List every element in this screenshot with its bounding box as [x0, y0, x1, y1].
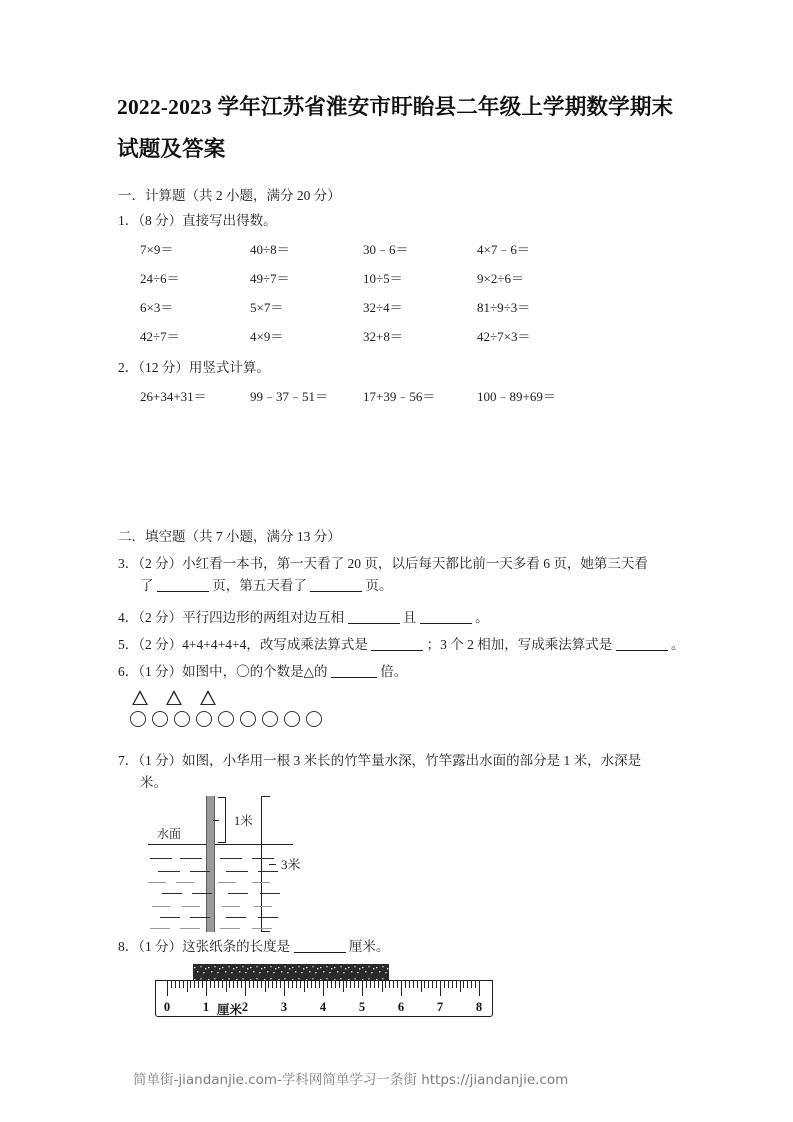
- ruler-number: 1: [202, 1000, 210, 1014]
- q6-text-b: 倍。: [380, 664, 408, 679]
- above-water-bracket: [218, 797, 226, 843]
- paper-strip: [193, 964, 389, 980]
- ruler-tick: [323, 981, 324, 996]
- q1-expr-r3c4: 81÷9÷3＝: [477, 300, 531, 315]
- ruler-tick: [428, 981, 429, 988]
- ruler-tick: [202, 981, 203, 988]
- page-title: 2022-2023 学年江苏省淮安市盱眙县二年级上学期数学期末试题及答案: [117, 95, 674, 161]
- ruler-tick: [296, 981, 297, 988]
- ruler-tick: [432, 981, 433, 988]
- ruler-tick: [452, 981, 453, 988]
- ruler-tick: [257, 981, 258, 988]
- q3-text-b: 页，第五天看了: [212, 578, 307, 593]
- q1-expr-r4c2: 4×9＝: [250, 329, 284, 344]
- q4-text-c: 。: [475, 610, 489, 625]
- q1-expr-r1c4: 4×7﹣6＝: [477, 242, 530, 257]
- q2-expr-c2: 99﹣37﹣51＝: [250, 389, 329, 404]
- ruler-tick: [335, 981, 336, 988]
- ruler-tick: [300, 981, 301, 988]
- ruler-number: 3: [280, 1000, 288, 1014]
- ruler-tick: [272, 981, 273, 988]
- ruler-tick: [210, 981, 211, 988]
- ruler-tick: [421, 981, 422, 992]
- question-3-line2: [140, 575, 683, 597]
- footer-watermark: 简单街-jiandanjie.com-学科网简单学习一条街 https://jiandanjie.com: [133, 1072, 569, 1088]
- ruler-tick: [315, 981, 316, 988]
- q3-answer-blank-1[interactable]: [157, 578, 209, 592]
- circle-icon: [240, 711, 256, 727]
- ruler-tick: [194, 981, 195, 988]
- ruler-tick: [385, 981, 386, 988]
- question-7: [118, 750, 683, 794]
- ruler-tick: [444, 981, 445, 988]
- question-5: [118, 634, 684, 656]
- total-length-bracket: [261, 796, 270, 932]
- q8-text-a: 8．（1 分）这张纸条的长度是: [118, 939, 291, 954]
- ruler-tick: [167, 981, 168, 996]
- question-3: [118, 553, 683, 597]
- q1-expr-r2c2: 49÷7＝: [250, 271, 290, 286]
- ruler-tick: [280, 981, 281, 988]
- shapes-diagram: [130, 690, 322, 727]
- ruler-tick: [405, 981, 406, 988]
- triangle-row: [130, 690, 322, 705]
- question-7-line2: 米。: [140, 775, 167, 790]
- above-water-label: 1米: [234, 814, 253, 828]
- ruler-tick: [456, 981, 457, 988]
- ruler-tick: [237, 981, 238, 988]
- ruler-tick: [460, 981, 461, 992]
- q3-text-a: 了: [140, 578, 154, 593]
- ruler-tick: [214, 981, 215, 988]
- question-7-line1: 7．（1 分）如图，小华用一根 3 米长的竹竿量水深，竹竿露出水面的部分是 1 米，水深是: [118, 753, 642, 768]
- circle-icon: [152, 711, 168, 727]
- ruler-tick: [463, 981, 464, 988]
- q4-text-b: 且: [402, 610, 417, 625]
- circle-icon: [284, 711, 300, 727]
- q2-expr-c1: 26+34+31＝: [140, 389, 207, 404]
- ruler-tick: [389, 981, 390, 988]
- ruler-tick: [409, 981, 410, 988]
- ruler-tick: [222, 981, 223, 988]
- ruler-tick: [319, 981, 320, 988]
- triangle-icon: [166, 690, 182, 705]
- q1-expr-r3c3: 32÷4＝: [363, 300, 403, 315]
- q1-expr-r2c1: 24÷6＝: [140, 271, 180, 286]
- ruler-tick: [284, 981, 285, 996]
- ruler-tick: [245, 981, 246, 996]
- ruler-tick: [471, 981, 472, 988]
- circle-icon: [130, 711, 146, 727]
- triangle-icon: [132, 690, 148, 705]
- q5-text-c: 。: [670, 637, 685, 652]
- water-surface-label: 水面: [157, 827, 182, 841]
- ruler-tick: [190, 981, 191, 988]
- q8-answer-blank[interactable]: [294, 939, 346, 953]
- ruler-tick: [179, 981, 180, 988]
- ruler-tick: [288, 981, 289, 988]
- q4-answer-blank-2[interactable]: [420, 610, 472, 624]
- ruler-tick: [175, 981, 176, 988]
- ruler-tick: [327, 981, 328, 988]
- ruler-tick: [233, 981, 234, 988]
- ruler-tick: [253, 981, 254, 988]
- q4-answer-blank-1[interactable]: [348, 610, 400, 624]
- q1-expr-r1c3: 30﹣6＝: [363, 242, 409, 257]
- ruler-number: 2: [241, 1000, 249, 1014]
- q5-text-a: 5．（2 分）4+4+4+4+4，改写成乘法算式是: [118, 637, 368, 652]
- q2-expr-c4: 100﹣89+69＝: [477, 389, 556, 404]
- ruler-tick: [187, 981, 188, 992]
- q1-expr-r1c1: 7×9＝: [140, 242, 174, 257]
- ruler-tick: [241, 981, 242, 988]
- question-2-prompt: 2．（12 分）用竖式计算。: [118, 360, 270, 375]
- ruler-tick: [276, 981, 277, 988]
- question-3-line1: 3．（2 分）小红看一本书，第一天看了 20 页，以后每天都比前一天多看 6 页，她第三天看: [118, 556, 648, 571]
- ruler-tick: [226, 981, 227, 992]
- q5-answer-blank-2[interactable]: [616, 637, 668, 651]
- ruler-tick: [417, 981, 418, 988]
- ruler-number: 8: [475, 1000, 483, 1014]
- water-surface-line: [148, 844, 293, 845]
- q3-text-c: 页。: [365, 578, 393, 593]
- q3-answer-blank-2[interactable]: [310, 578, 362, 592]
- question-6: [118, 661, 407, 683]
- ruler-tick: [350, 981, 351, 988]
- ruler-tick: [475, 981, 476, 988]
- bamboo-pole: [206, 796, 215, 932]
- ruler-number: 0: [163, 1000, 171, 1014]
- ruler-tick: [261, 981, 262, 988]
- q1-expr-r4c3: 32+8＝: [363, 329, 403, 344]
- total-length-label: 3米: [281, 857, 301, 872]
- ruler-tick: [268, 981, 269, 988]
- ruler-tick: [440, 981, 441, 996]
- q6-text-a: 6．（1 分）如图中，〇的个数是△的: [118, 664, 328, 679]
- ruler-diagram: [155, 962, 500, 1020]
- ruler-tick: [397, 981, 398, 988]
- circle-icon: [262, 711, 278, 727]
- ruler-tick: [366, 981, 367, 988]
- circle-icon: [218, 711, 234, 727]
- ruler-tick: [183, 981, 184, 988]
- ruler-tick: [401, 981, 402, 996]
- question-1-prompt: 1．（8 分）直接写出得数。: [118, 213, 277, 228]
- q8-text-b: 厘米。: [348, 939, 390, 954]
- ruler-tick: [374, 981, 375, 988]
- ruler-number: 7: [436, 1000, 444, 1014]
- water-depth-diagram: [148, 796, 348, 936]
- q5-answer-blank-1[interactable]: [371, 637, 423, 651]
- q1-expr-r1c2: 40÷8＝: [250, 242, 290, 257]
- ruler-tick: [343, 981, 344, 992]
- ruler-tick: [362, 981, 363, 996]
- triangle-icon: [200, 690, 216, 705]
- q1-expr-r4c1: 42÷7＝: [140, 329, 180, 344]
- ruler-tick: [370, 981, 371, 988]
- q5-text-b: ；3 个 2 相加，写成乘法算式是: [426, 637, 613, 652]
- ruler-number: 5: [358, 1000, 366, 1014]
- section-heading-2: 二．填空题（共 7 小题，满分 13 分）: [118, 529, 341, 544]
- ruler-tick: [424, 981, 425, 988]
- q1-expr-r4c4: 42÷7×3＝: [477, 329, 531, 344]
- ruler-tick: [436, 981, 437, 988]
- ruler-tick: [354, 981, 355, 988]
- ruler-tick: [307, 981, 308, 988]
- q2-expr-c3: 17+39﹣56＝: [363, 389, 436, 404]
- ruler-tick: [229, 981, 230, 988]
- ruler-tick: [304, 981, 305, 992]
- ruler-tick: [171, 981, 172, 988]
- section-heading-1: 一．计算题（共 2 小题，满分 20 分）: [118, 188, 341, 203]
- q1-expr-r2c3: 10÷5＝: [363, 271, 403, 286]
- ruler-tick: [382, 981, 383, 992]
- ruler-tick: [358, 981, 359, 988]
- ruler-tick: [346, 981, 347, 988]
- ruler-tick: [206, 981, 207, 996]
- ruler-tick: [311, 981, 312, 988]
- ruler-tick: [467, 981, 468, 988]
- circle-icon: [174, 711, 190, 727]
- ruler-tick: [198, 981, 199, 988]
- ruler-tick: [378, 981, 379, 988]
- ruler-tick: [393, 981, 394, 988]
- ruler-tick: [479, 981, 480, 996]
- circle-icon: [196, 711, 212, 727]
- ruler-tick: [339, 981, 340, 988]
- circle-row: [130, 711, 322, 727]
- ruler-number: 6: [397, 1000, 405, 1014]
- ruler-tick: [265, 981, 266, 992]
- ruler-tick: [413, 981, 414, 988]
- ruler-tick: [331, 981, 332, 988]
- ruler-tick: [292, 981, 293, 988]
- q1-expr-r2c4: 9×2÷6＝: [477, 271, 524, 286]
- q4-text-a: 4．（2 分）平行四边形的两组对边互相: [118, 610, 345, 625]
- q1-expr-r3c2: 5×7＝: [250, 300, 284, 315]
- q6-answer-blank[interactable]: [331, 664, 377, 678]
- question-4: [118, 607, 489, 629]
- ruler-tick: [218, 981, 219, 988]
- ruler-tick: [448, 981, 449, 988]
- ruler-unit-label: 厘米: [217, 1003, 243, 1017]
- ruler-number: 4: [319, 1000, 327, 1014]
- q1-expr-r3c1: 6×3＝: [140, 300, 174, 315]
- ruler-tick: [249, 981, 250, 988]
- circle-icon: [306, 711, 322, 727]
- question-8: [118, 936, 389, 958]
